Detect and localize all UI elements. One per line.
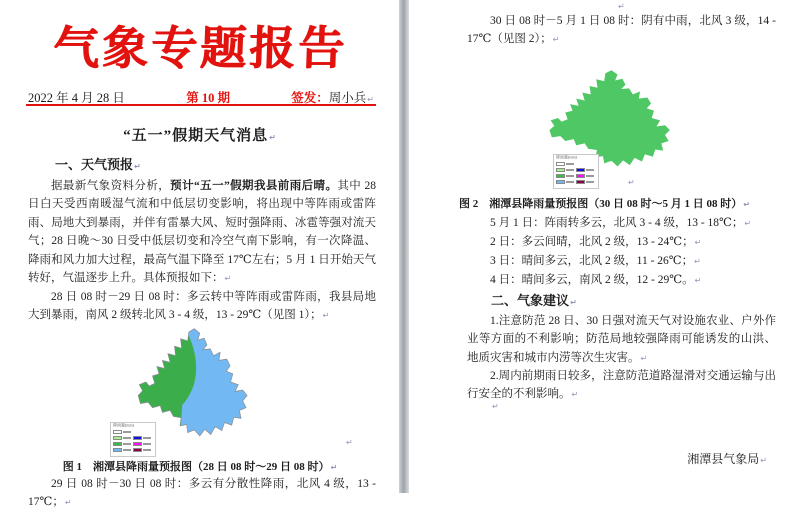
legend-label-smudge <box>123 437 131 439</box>
agency-signature <box>467 450 767 467</box>
fig1-rainfall-map <box>113 324 268 440</box>
legend-label-smudge <box>566 181 574 183</box>
legend-swatch-rainstorm <box>133 436 142 440</box>
legend-swatch-heavy-rainstorm <box>133 442 142 446</box>
fig1-caption-text: 图 1 湘潭县降雨量预报图（28 日 08 时～29 日 08 时） <box>62 461 330 473</box>
section-2-heading-text: 二、气象建议 <box>491 293 570 308</box>
masthead-rule <box>26 104 376 106</box>
legend-swatch-rainstorm <box>576 168 585 172</box>
legend-swatch-heavy-rain <box>113 448 122 452</box>
paragraph-text: 2.周内前期雨日较多，注意防范道路湿滑对交通运输与出行安全的不利影响。 <box>467 370 776 401</box>
legend-label-smudge <box>566 169 574 171</box>
paragraph-mark: ↵ <box>640 353 648 363</box>
paragraph-mark: ↵ <box>224 274 232 284</box>
legend-label-smudge <box>143 443 151 445</box>
forecast-paragraph-1 <box>28 177 376 288</box>
paragraph-mark: ↵ <box>743 200 750 209</box>
legend-label-smudge <box>586 181 594 183</box>
daily-forecast-may1 <box>467 214 776 233</box>
signer-name: 周小兵 <box>328 91 367 105</box>
forecast-paragraph-4 <box>467 12 776 50</box>
masthead-title-text: 气象专题报告 <box>51 23 348 74</box>
doc-title-text: “五一”假期天气消息 <box>123 128 269 144</box>
fig2-rainfall-legend <box>553 154 599 189</box>
paragraph-mark: ↵ <box>134 162 141 171</box>
legend-label-smudge <box>586 175 594 177</box>
paragraph-text: 2 日：多云间晴，北风 2 级，13 - 24℃； <box>490 236 694 248</box>
legend-label-smudge <box>123 431 131 433</box>
paragraph-mark: ↵ <box>64 498 72 508</box>
fig2-caption <box>409 195 800 211</box>
legend-label-smudge <box>566 163 574 165</box>
fig2-rainfall-map <box>547 66 693 170</box>
legend-swatch-none <box>556 162 565 166</box>
page-gap-divider <box>399 0 409 493</box>
legend-label-smudge <box>586 169 594 171</box>
paragraph-mark: ↵ <box>694 257 701 266</box>
paragraph-text: 29 日 08 时－30 日 08 时：多云有分散性降雨，北风 4 级，13 - 17℃； <box>28 478 376 509</box>
legend-title: 降雨量(mm) <box>113 424 134 428</box>
section-1-heading-text: 一、天气预报 <box>55 157 134 172</box>
legend-swatch-moderate-rain <box>113 442 122 446</box>
advice-paragraph-2 <box>467 367 776 405</box>
forecast-paragraph-2 <box>28 288 376 326</box>
issue-date: 2022 年 4 月 28 日 <box>28 91 125 105</box>
paragraph-mark: ↵ <box>367 95 374 104</box>
document-page-1 <box>0 0 400 509</box>
masthead-title <box>0 12 401 78</box>
paragraph-text: 28 日 08 时－29 日 08 时：多云转中等阵雨或雷阵雨，我县局地大到暴雨，南风 2 级转北风 3 - 4 级，13 - 29℃（见图 1）； <box>28 291 376 322</box>
paragraph-mark: ↵ <box>694 276 702 285</box>
fig1-caption <box>0 458 400 474</box>
paragraph-mark: ↵ <box>269 133 277 142</box>
legend-swatch-none <box>113 430 122 434</box>
daily-forecast-may3 <box>467 252 776 271</box>
paragraph-text: 据最新气象资料分析， <box>51 180 171 192</box>
paragraph-mark: ↵ <box>744 219 752 228</box>
legend-label-smudge <box>123 443 131 445</box>
daily-forecast-may2 <box>467 233 776 252</box>
document-page-2 <box>409 0 800 493</box>
legend-label-smudge <box>566 175 574 177</box>
legend-swatch-severe-rainstorm <box>576 180 585 184</box>
empty-paragraph-mark: ↵ <box>492 402 499 411</box>
paragraph-mark: ↵ <box>346 438 353 447</box>
paragraph-mark: ↵ <box>552 35 560 45</box>
paragraph-mark: ↵ <box>760 456 767 465</box>
agency-signature-text: 湘潭县气象局 <box>687 452 760 466</box>
legend-label-smudge <box>143 437 151 439</box>
paragraph-mark: ↵ <box>330 463 338 472</box>
paragraph-text: 其中 28 日白天受西南暖湿气流和中低层切变影响，将出现中等阵雨或雷阵雨、局地大到暴雨，并伴有雷暴大风、短时强降雨、冰雹等强对流天气；28 日晚～30 日受中低层切变和冷空气南下影响，有一次降温、降雨和风力加大过程，最高气温下降至 17℃左右；5 月 1 日开始天气转好，气温逐步上升。具体预报如下： <box>28 180 377 285</box>
issue-number: 第 10 期 <box>186 91 230 105</box>
advice-paragraph-1 <box>467 312 776 368</box>
fig2-county-region <box>549 70 669 166</box>
paragraph-text: 3 日：晴间多云，北风 2 级，11 - 26℃； <box>490 255 694 267</box>
legend-swatch-heavy-rainstorm <box>576 174 585 178</box>
legend-label-smudge <box>143 449 151 451</box>
legend-label-smudge <box>123 449 131 451</box>
legend-swatch-severe-rainstorm <box>133 448 142 452</box>
section-1-heading <box>55 154 141 173</box>
paragraph-mark: ↵ <box>570 298 577 307</box>
legend-swatch-moderate-rain <box>556 174 565 178</box>
legend-swatch-light-rain <box>556 168 565 172</box>
paragraph-mark: ↵ <box>571 390 579 400</box>
empty-paragraph-mark: ↵ <box>618 2 625 11</box>
forecast-paragraph-3 <box>28 475 376 513</box>
paragraph-mark: ↵ <box>694 238 702 247</box>
forecast-summary-bold: 预计“五一”假期我县前雨后晴。 <box>170 180 338 192</box>
paragraph-text: 30 日 08 时－5 月 1 日 08 时：阴有中雨，北风 3 级，14 - 17℃（见图 2）； <box>467 15 776 46</box>
paragraph-text: 4 日：晴间多云，南风 2 级，12 - 29℃。 <box>490 274 694 286</box>
legend-swatch-heavy-rain <box>556 180 565 184</box>
daily-forecast-may4 <box>467 271 776 290</box>
fig1-rainfall-legend <box>110 422 156 457</box>
legend-swatch-light-rain <box>113 436 122 440</box>
signer-label: 签发： <box>291 91 329 105</box>
fig2-caption-text: 图 2 湘潭县降雨量预报图（30 日 08 时～5 月 1 日 08 时） <box>459 198 743 210</box>
paragraph-text: 5 月 1 日：阵雨转多云，北风 3 - 4 级，13 - 18℃； <box>490 217 744 229</box>
paragraph-text: 1.注意防范 28 日、30 日强对流天气对设施农业、户外作业等方面的不利影响；防范局地较强降雨可能诱发的山洪、地质灾害和城市内涝等次生灾害。 <box>467 315 776 364</box>
paragraph-mark: ↵ <box>322 311 330 321</box>
paragraph-mark: ↵ <box>628 178 635 187</box>
legend-title: 降雨量(mm) <box>556 156 577 160</box>
section-2-heading <box>491 290 577 309</box>
doc-title <box>0 124 400 145</box>
